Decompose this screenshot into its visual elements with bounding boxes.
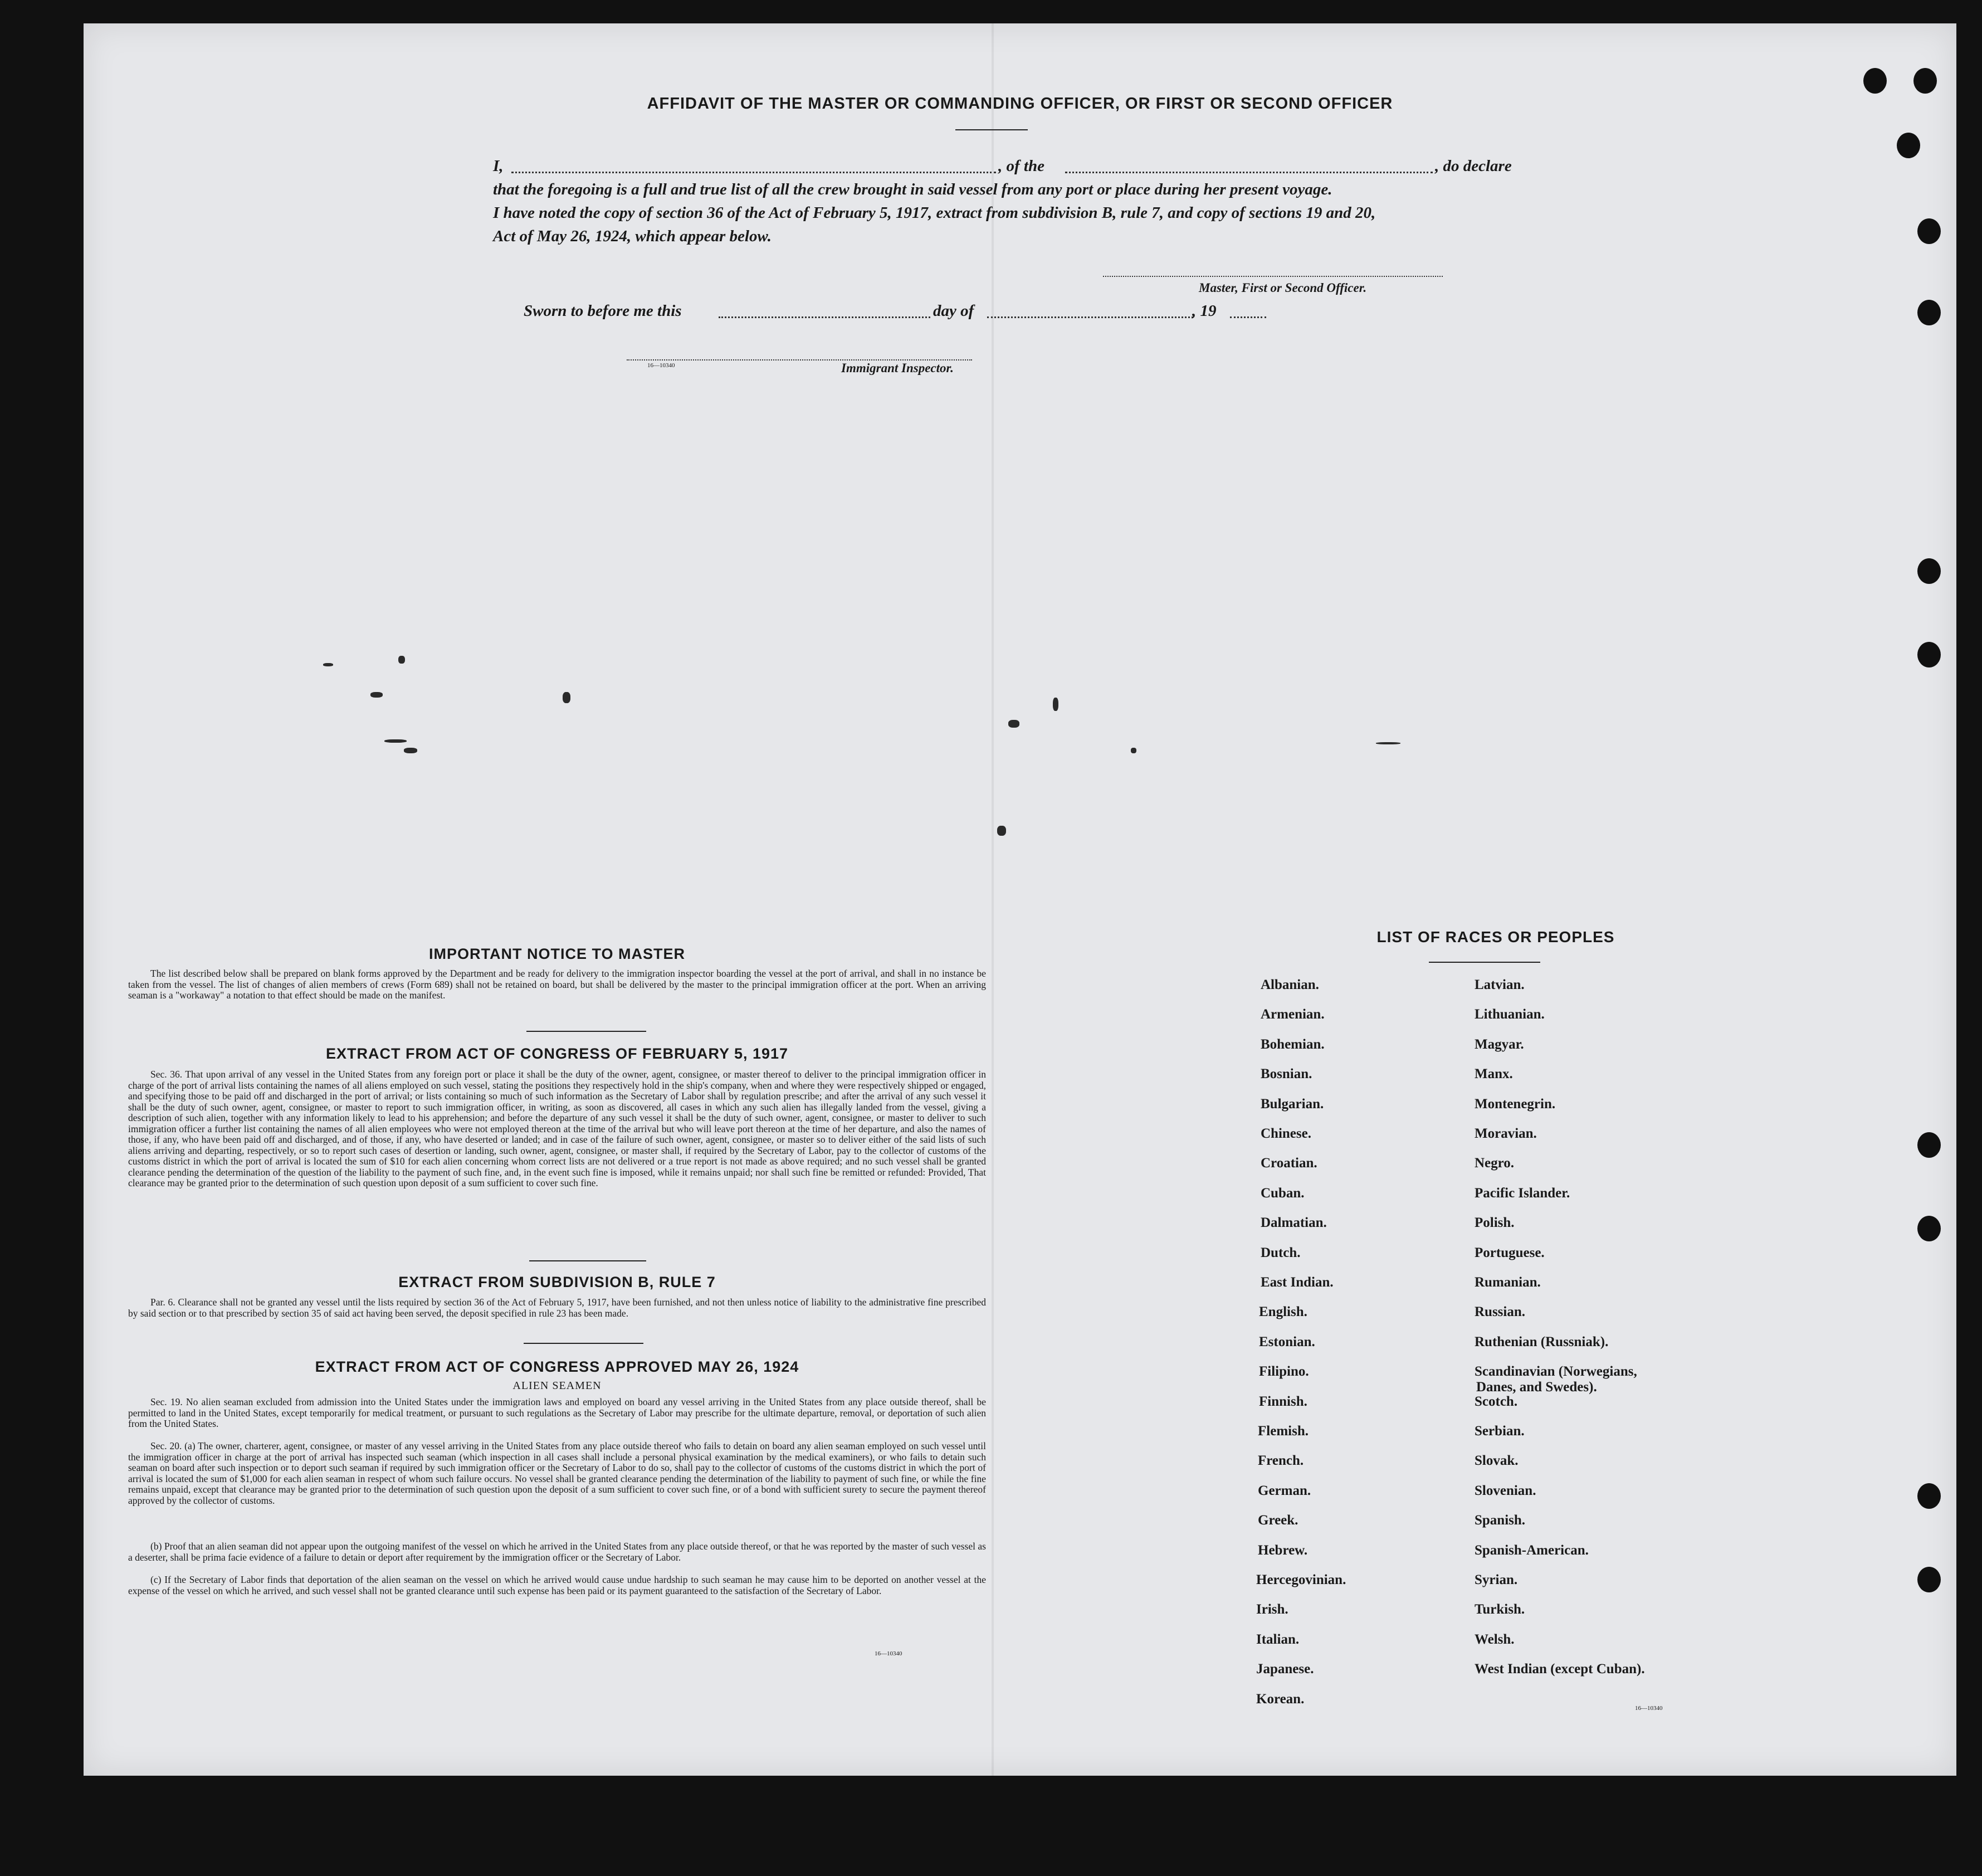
section-divider	[529, 1260, 646, 1261]
race-item: Lithuanian.	[1475, 1007, 1545, 1022]
race-item: Irish.	[1256, 1602, 1288, 1617]
ink-speck	[384, 739, 407, 743]
race-item: Bosnian.	[1261, 1066, 1312, 1082]
affidavit-line-4: Act of May 26, 1924, which appear below.	[493, 227, 772, 245]
race-item: Japanese.	[1256, 1661, 1314, 1677]
race-item: Negro.	[1475, 1156, 1515, 1171]
extract-1924-title: EXTRACT FROM ACT OF CONGRESS APPROVED MAY 26, 1924	[315, 1358, 799, 1375]
sworn-day-blank	[719, 316, 930, 318]
race-item: Moravian.	[1475, 1126, 1537, 1141]
section-divider	[524, 1343, 643, 1344]
sworn-month-blank	[987, 316, 1193, 318]
ink-speck	[1053, 698, 1058, 711]
affidavit-line-3: I have noted the copy of section 36 of the Act of February 5, 1917, extract from subdivision B, rule 7, and copy of sections 19 and 20,	[493, 204, 1376, 222]
form-number: 16—10340	[647, 362, 675, 369]
document-page	[84, 23, 1956, 1776]
ink-speck	[323, 663, 333, 666]
punch-hole	[1917, 1216, 1941, 1241]
races-title: LIST OF RACES OR PEOPLES	[1376, 928, 1615, 946]
punch-hole	[1863, 68, 1887, 94]
sworn-label: Sworn to before me this	[524, 302, 682, 320]
race-item: Turkish.	[1475, 1602, 1525, 1617]
race-item: Dutch.	[1261, 1245, 1301, 1260]
race-item: Manx.	[1475, 1066, 1513, 1082]
race-item: Russian.	[1475, 1304, 1526, 1320]
race-item: Bulgarian.	[1261, 1096, 1324, 1112]
notice-text: The list described below shall be prepared on blank forms approved by the Department and be ready for delivery to the immigration inspector boarding the vessel at the port of arrival, and shall in no instance be taken from the vessel. The list of changes of alien members of crews (Form 689) shall not be retained on board, but shall be delivered by the master to the principal immigration officer at the port. When an arriving seaman is a "workaway" a notation to that effect should be made on the manifest.	[128, 968, 986, 1001]
ink-speck	[563, 692, 570, 703]
race-item: Spanish.	[1475, 1513, 1526, 1528]
race-item: Chinese.	[1261, 1126, 1311, 1141]
punch-hole	[1913, 68, 1937, 94]
title-underline	[1429, 962, 1540, 963]
punch-hole	[1897, 133, 1920, 158]
race-item: Italian.	[1256, 1631, 1300, 1647]
extract-1917-text: Sec. 36. That upon arrival of any vessel in the United States from any foreign port or place it shall be the duty of the owner, agent, consignee, or master thereof to deliver to the principal immigration officer in charge of the port of arrival lists containing the names of all aliens employed on such vessel, stating the positions they respectively hold in the ship's company, when and where they were respectively shipped or engaged, and specifying those to be paid off and discharged in the port of arrival; or lists containing so much of such information as the Secretary of Labor shall by regulation prescribe; and after the arrival of any such vessel it shall be the duty of such owner, agent, consignee, or master to report to such immigration officer, in writing, as soon as discovered, all cases in which any such alien has illegally landed from the vessel, giving a description of such alien, together with any information likely to lead to his apprehension; and before the departure of any such vessel it shall be the duty of such owner, agent, consignee, or master to deliver to such immigration officer a further list containing the names of all alien employees who were not employed thereon at the time of the arrival but who will leave port thereon at the time of her departure, and also the names of those, if any, who have been paid off and discharged, and of those, if any, who have deserted or landed; and in case of the failure of such owner, agent, consignee, or master so to deliver either of the said lists of such aliens arriving and departing, respectively, or so to report such cases of desertion or landing, such owner, agent, consignee, or master shall, if required by the Secretary of Labor, pay to the collector of customs of the customs district in which the port of arrival is located the sum of $10 for each alien concerning whom correct lists are not delivered or a true report is not made as above required; and no such vessel shall be granted clearance pending the determination of the question of the liability to the payment of such fine, and, in the event such fine is imposed, while it remains unpaid; nor shall such fine be remitted or refunded: Provided, That clearance may be granted prior to the determination of such question upon deposit of a sum sufficient to cover such fine.	[128, 1069, 986, 1188]
affidavit-line-2: that the foregoing is a full and true list of all the crew brought in said vessel from any port or place during her present voyage.	[493, 181, 1332, 198]
race-item: Scandinavian (Norwegians,	[1475, 1364, 1637, 1380]
extract-1917-title: EXTRACT FROM ACT OF CONGRESS OF FEBRUARY 5, 1917	[325, 1045, 789, 1062]
race-item: Latvian.	[1475, 977, 1525, 992]
inspector-signature-line	[627, 359, 972, 360]
affidavit-title: AFFIDAVIT OF THE MASTER OR COMMANDING OFFICER, OR FIRST OR SECOND OFFICER	[647, 95, 1393, 113]
race-item: Spanish-American.	[1475, 1542, 1589, 1558]
race-item: Flemish.	[1258, 1424, 1309, 1439]
punch-hole	[1917, 1132, 1941, 1158]
race-item: Estonian.	[1259, 1334, 1315, 1349]
race-item: Syrian.	[1475, 1572, 1518, 1587]
page-fold	[992, 23, 994, 1776]
ink-speck	[1008, 720, 1019, 728]
name-blank	[511, 172, 996, 173]
race-item: Greek.	[1258, 1513, 1298, 1528]
race-item: Magyar.	[1475, 1036, 1524, 1052]
punch-hole	[1917, 1567, 1941, 1592]
rule7-text: Par. 6. Clearance shall not be granted any vessel until the lists required by section 36 of the Act of February 5, 1917, have been furnished, and not then unless notice of liability to the administrative fine prescribed by said section or to that prescribed by section 35 of said act having been served, the deposit specified in rule 23 has been made.	[128, 1297, 986, 1319]
race-item: Armenian.	[1261, 1007, 1325, 1022]
ink-speck	[370, 692, 383, 698]
race-item: Filipino.	[1259, 1364, 1309, 1380]
section-divider	[526, 1031, 646, 1032]
affidavit-declare-label: , do declare	[1435, 157, 1512, 175]
race-item: Scotch.	[1475, 1393, 1518, 1409]
race-item: Welsh.	[1475, 1631, 1515, 1647]
notice-title: IMPORTANT NOTICE TO MASTER	[429, 946, 685, 962]
inspector-label: Immigrant Inspector.	[841, 361, 954, 375]
race-item: Ruthenian (Russniak).	[1475, 1334, 1609, 1349]
affidavit-of-the-label: , of the	[998, 157, 1044, 175]
ink-speck	[404, 748, 417, 753]
vessel-blank	[1065, 172, 1433, 173]
sec19-text: Sec. 19. No alien seaman excluded from admission into the United States under the immigration laws and employed on board any vessel arriving in the United States from any place outside thereof, shall be permitted to land in the United States, except temporarily for medical treatment, or pursuant to such regulations as the Secretary of Labor may prescribe for the ultimate departure, removal, or deportation of such alien from the United States.	[128, 1396, 986, 1429]
race-item: Polish.	[1475, 1215, 1515, 1231]
race-item: Finnish.	[1259, 1393, 1307, 1409]
race-item: Montenegrin.	[1475, 1096, 1556, 1112]
sec20c-text: (c) If the Secretary of Labor finds that deportation of the alien seaman on the vessel on which he arrived would cause undue hardship to such seaman he may cause him to be deported on another vessel at the expense of the vessel on which he arrived, and such vessel shall not be granted clearance until such expense has been paid or its payment guaranteed to the satisfaction of the Secretary of Labor.	[128, 1574, 986, 1596]
race-item: Danes, and Swedes).	[1476, 1380, 1597, 1395]
race-item: Rumanian.	[1475, 1275, 1541, 1290]
race-item: West Indian (except Cuban).	[1475, 1661, 1645, 1677]
master-signature-label: Master, First or Second Officer.	[1199, 281, 1367, 295]
alien-seamen-subtitle: ALIEN SEAMEN	[512, 1380, 602, 1392]
race-item: Slovak.	[1475, 1453, 1519, 1469]
punch-hole	[1917, 642, 1941, 667]
ink-speck	[398, 656, 405, 664]
race-item: Albanian.	[1261, 977, 1319, 992]
form-number: 16—10340	[1635, 1705, 1663, 1712]
sec20b-text: (b) Proof that an alien seaman did not appear upon the outgoing manifest of the vessel on which he arrived in the United States from any place outside thereof, or that he was reported by the master of such vessel as a deserter, shall be prima facie evidence of a failure to detain or deport after requirement by the immigration officer or the Secretary of Labor.	[128, 1541, 986, 1563]
race-item: Bohemian.	[1261, 1036, 1325, 1052]
punch-hole	[1917, 300, 1941, 325]
affidavit-i-label: I,	[493, 157, 504, 175]
year-label: , 19	[1192, 302, 1217, 320]
race-item: Slovenian.	[1475, 1483, 1536, 1498]
punch-hole	[1917, 1483, 1941, 1509]
ink-speck	[1376, 742, 1400, 744]
race-item: Pacific Islander.	[1475, 1185, 1570, 1201]
sec20a-text: Sec. 20. (a) The owner, charterer, agent, consignee, or master of any vessel arriving in the United States from any place outside thereof who fails to detain on board any alien seaman employed on such vessel until the immigration officer in charge at the port of arrival has inspected such seaman (which inspection in all cases shall include a personal physical examination by the medical examiners), or who fails to detain such seaman on board after such inspection or to deport such seaman if required by such immigration officer or the Secretary of Labor to do so, shall pay to the collector of customs of the customs district in which the port of arrival is located the sum of $1,000 for each alien seaman in respect of whom such failure occurs. No vessel shall be granted clearance pending the determination of the liability to payment of such fine, or while the fine remains unpaid, except that clearance may be granted prior to the determination of such question upon the deposit of a sum sufficient to cover such fine, or of a bond with sufficient surety to secure the payment thereof approved by the collector of customs.	[128, 1440, 986, 1506]
punch-hole	[1917, 218, 1941, 244]
race-item: Korean.	[1256, 1691, 1305, 1707]
punch-hole	[1917, 558, 1941, 584]
race-item: Croatian.	[1261, 1156, 1317, 1171]
race-item: French.	[1258, 1453, 1304, 1469]
master-signature-line	[1103, 276, 1443, 277]
race-item: Dalmatian.	[1261, 1215, 1327, 1231]
race-item: East Indian.	[1261, 1275, 1334, 1290]
race-item: English.	[1259, 1304, 1307, 1320]
race-item: Serbian.	[1475, 1424, 1525, 1439]
sworn-year-blank	[1230, 316, 1266, 318]
day-of-label: day of	[933, 302, 974, 320]
race-item: German.	[1258, 1483, 1311, 1498]
form-number: 16—10340	[875, 1650, 902, 1657]
race-item: Hebrew.	[1258, 1542, 1308, 1558]
race-item: Portuguese.	[1475, 1245, 1545, 1260]
race-item: Hercegovinian.	[1256, 1572, 1346, 1587]
title-underline	[955, 129, 1028, 130]
ink-speck	[997, 826, 1006, 836]
ink-speck	[1131, 748, 1136, 753]
rule7-title: EXTRACT FROM SUBDIVISION B, RULE 7	[398, 1274, 716, 1290]
race-item: Cuban.	[1261, 1185, 1305, 1201]
